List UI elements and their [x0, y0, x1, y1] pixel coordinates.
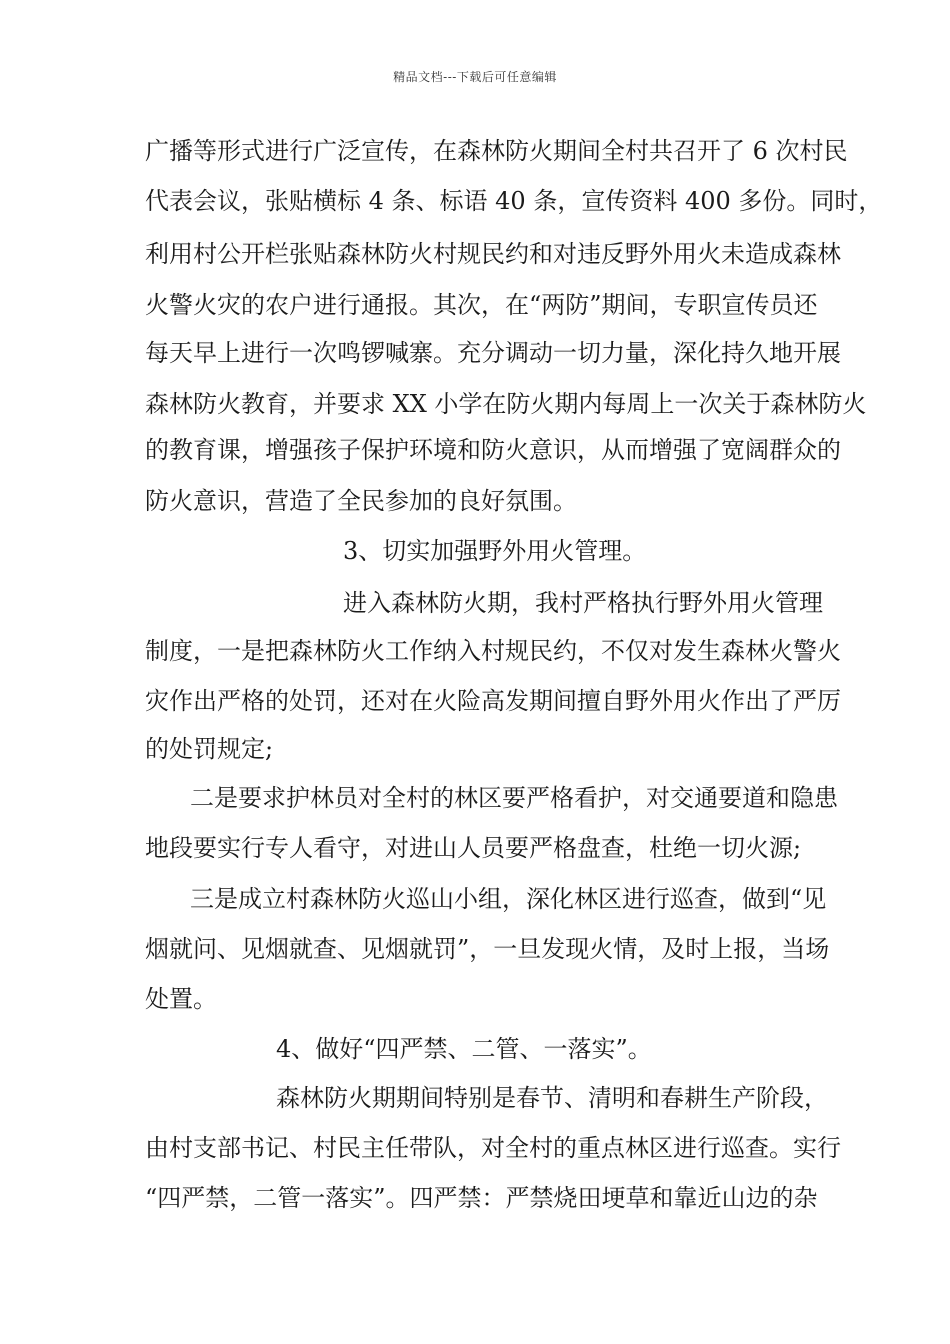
- body-line: 每天早上进行一次鸣锣喊寨。充分调动一切力量，深化持久地开展: [145, 339, 841, 367]
- body-line: 的教育课，增强孩子保护环境和防火意识，从而增强了宽阔群众的: [145, 436, 841, 464]
- body-line: 广播等形式进行广泛宣传，在森林防火期间全村共召开了 6 次村民: [145, 137, 848, 165]
- body-line: 森林防火期期间特别是春节、清明和春耕生产阶段，: [276, 1084, 828, 1112]
- body-line: 处置。: [145, 985, 217, 1013]
- page-header: 精品文档---下载后可任意编辑: [393, 70, 557, 84]
- body-line: 烟就问、见烟就查、见烟就罚”，一旦发现火情，及时上报，当场: [145, 935, 830, 963]
- body-line: 由村支部书记、村民主任带队，对全村的重点林区进行巡查。实行: [145, 1134, 841, 1162]
- body-line: 防火意识，营造了全民参加的良好氛围。: [145, 487, 577, 515]
- body-line: 地段要实行专人看守，对进山人员要严格盘查，杜绝一切火源;: [145, 834, 802, 862]
- section-heading: 3、切实加强野外用火管理。: [343, 537, 647, 565]
- body-line: 的处罚规定;: [145, 735, 274, 763]
- body-line: 进入森林防火期，我村严格执行野外用火管理: [343, 589, 823, 617]
- body-line: 利用村公开栏张贴森林防火村规民约和对违反野外用火未造成森林: [145, 240, 841, 268]
- body-line: 制度，一是把森林防火工作纳入村规民约，不仅对发生森林火警火: [145, 637, 841, 665]
- body-line: “四严禁，二管一落实”。四严禁：严禁烧田埂草和靠近山边的杂: [145, 1184, 818, 1212]
- body-line: 火警火灾的农户进行通报。其次，在“两防”期间，专职宣传员还: [145, 291, 818, 319]
- section-heading: 4、做好“四严禁、二管、一落实”。: [276, 1035, 652, 1063]
- body-line: 森林防火教育，并要求 XX 小学在防火期内每周上一次关于森林防火: [145, 390, 867, 418]
- body-line: 灾作出严格的处罚，还对在火险高发期间擅自野外用火作出了严厉: [145, 687, 841, 715]
- body-line: 二是要求护林员对全村的林区要严格看护，对交通要道和隐患: [190, 784, 838, 812]
- body-line: 代表会议，张贴横标 4 条、标语 40 条，宣传资料 400 多份。同时，: [145, 187, 883, 215]
- body-line: 三是成立村森林防火巡山小组，深化林区进行巡查，做到“见: [190, 885, 827, 913]
